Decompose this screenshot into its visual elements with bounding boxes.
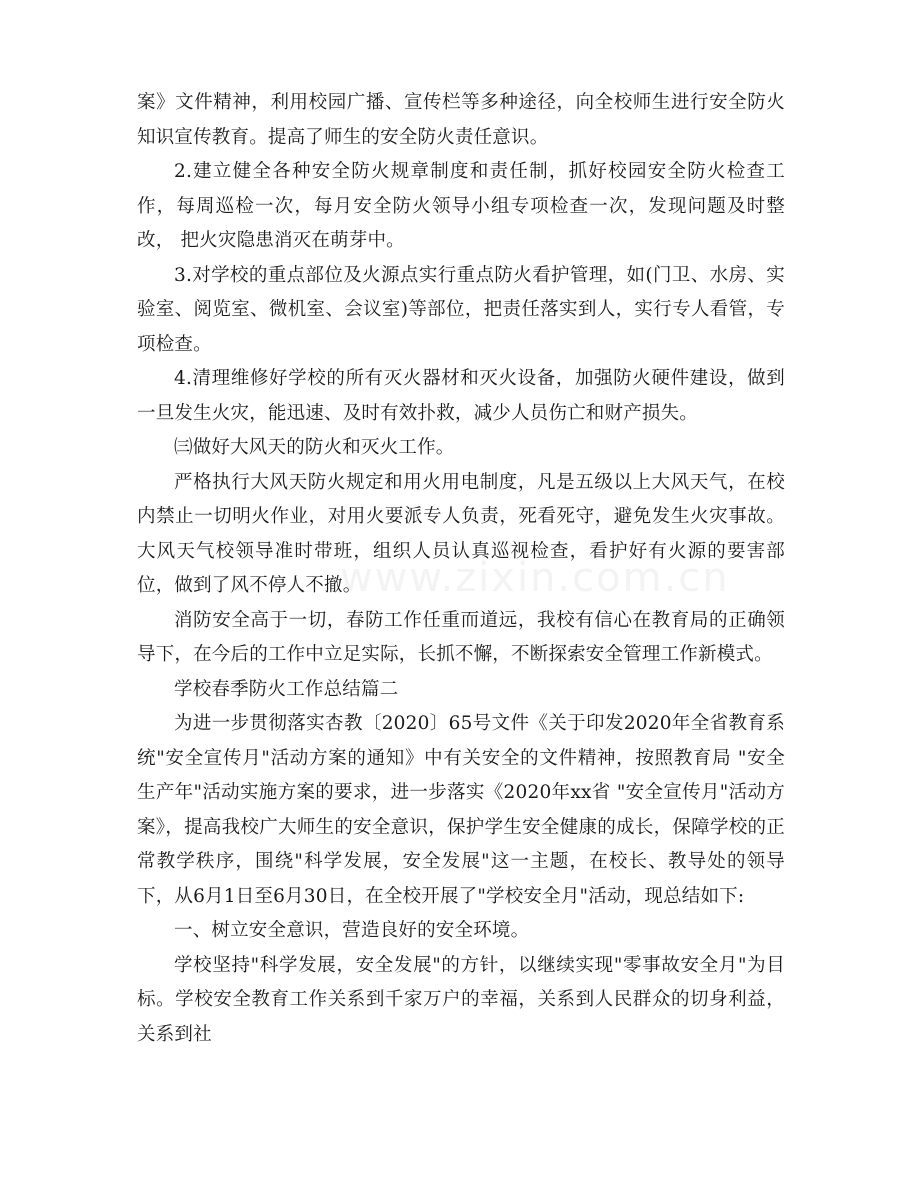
paragraph-7: 消防安全高于一切，春防工作任重而道远，我校有信心在教育局的正确领导下，在今后的工作中立足实际，长抓不懈，不断探索安全管理工作新模式。 [137, 609, 785, 665]
paragraph-2: 2.建立健全各种安全防火规章制度和责任制，抓好校园安全防火检查工作，每周巡检一次，每月安全防火领导小组专项检查一次，发现问题及时整改， 把火灾隐患消灭在萌芽中。 [137, 161, 785, 251]
paragraph-5: ㈢做好大风天的防火和灭火工作。 [174, 437, 455, 458]
paragraph-1: 案》文件精神，利用校园广播、宣传栏等多种途径，向全校师生进行安全防火知识宣传教育。提高了师生的安全防火责任意识。 [137, 92, 785, 148]
paragraph-6: 严格执行大风天防火规定和用火用电制度，凡是五级以上大风天气，在校内禁止一切明火作业，对用火要派专人负责，死看死守，避免发生火灾事故。大风天气校领导准时带班，组织人员认真巡视检查，看护好有火源的要害部位，做到了风不停人不撤。 [137, 471, 785, 596]
paragraph-9: 一、树立安全意识，营造良好的安全环境。 [174, 920, 530, 941]
section-heading: 学校春季防火工作总结篇二 [174, 678, 399, 700]
watermark: www.zixin.com.cn [340, 555, 730, 601]
paragraph-10: 学校坚持"科学发展，安全发展"的方针，以继续实现"零事故安全月"为目标。学校安全教育工作关系到千家万户的幸福，关系到人民群众的切身利益，关系到社 [137, 954, 785, 1045]
paragraph-3: 3.对学校的重点部位及火源点实行重点防火看护管理，如(门卫、水房、实验室、阅览室、微机室、会议室)等部位，把责任落实到人，实行专人看管，专项检查。 [137, 264, 785, 355]
paragraph-8: 为进一步贯彻落实杏教〔2020〕65号文件《关于印发2020年全省教育系统"安全宣传月"活动方案的通知》中有关安全的文件精神，按照教育局 "安全生产年"活动实施方案的要求，进一步落实《2020年xx省 "安全宣传月"活动方案》，提高我校广大师生的安全意识，保护学生安全健康的成长，保障学校的正常教学秩序，围绕"科学发展，安全发展"这一主题，在校长、教导处的领导下，从6月1日至6月30日，在全校开展了"学校安全月"活动，现总结如下: [137, 713, 785, 907]
document-body [137, 86, 785, 1052]
paragraph-4: 4.清理维修好学校的所有灭火器材和灭火设备，加强防火硬件建设，做到一旦发生火灾，能迅速、及时有效扑救，减少人员伤亡和财产损失。 [137, 368, 785, 424]
